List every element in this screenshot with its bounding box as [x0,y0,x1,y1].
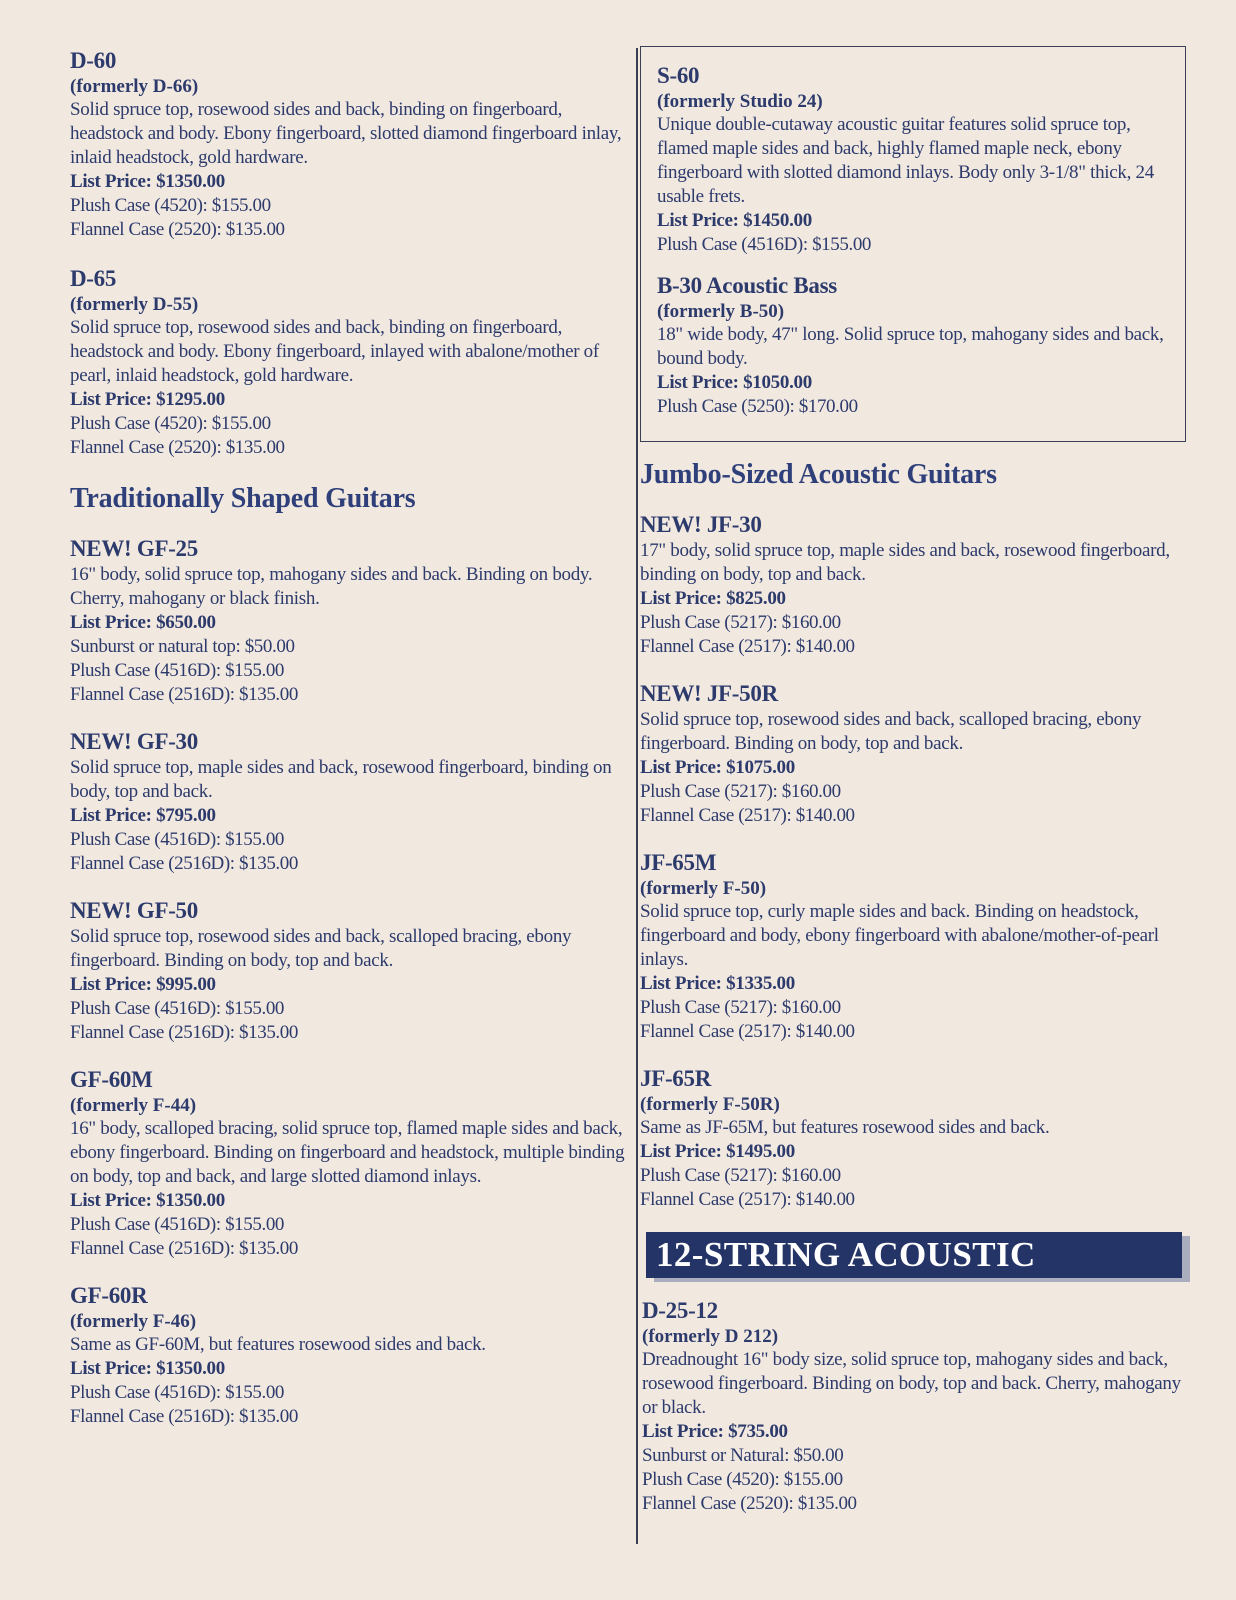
model-description: Solid spruce top, rosewood sides and back, scalloped bracing, ebony fingerboard. Binding on body, top and back. [640,709,1142,754]
option-price: Plush Case (5217): $160.00 [640,997,841,1018]
model-entry [70,896,630,1045]
list-price: List Price: $1050.00 [657,372,812,393]
model-entry [70,1281,630,1429]
jumbo-models [640,510,1197,1212]
option-price: Plush Case (4516D): $155.00 [657,234,872,255]
model-description: Same as GF-60M, but features rosewood sides and back. [70,1334,486,1355]
model-name: GF-60R [70,1283,148,1308]
option-price: Sunburst or Natural: $50.00 [642,1445,844,1466]
model-name: NEW! GF-25 [70,536,198,561]
option-price: Flannel Case (2517): $140.00 [640,805,855,826]
formerly-name: (formerly Studio 24) [657,91,823,112]
model-entry [657,271,1169,419]
formerly-name: (formerly B-50) [657,301,785,322]
section-heading-jumbo: Jumbo-Sized Acoustic Guitars [640,459,997,490]
model-description: Dreadnought 16" body size, solid spruce top, mahogany sides and back, rosewood fingerboard. Binding on body, top and back. Cherry, mahogany or black. [642,1349,1181,1418]
model-description: 17" body, solid spruce top, maple sides and back, rosewood fingerboard, binding on body, top and back. [640,540,1170,585]
model-description: 18" wide body, 47" long. Solid spruce top, mahogany sides and back, bound body. [657,324,1164,369]
model-entry [70,264,630,460]
model-name: D-60 [70,48,117,73]
model-name: GF-60M [70,1067,153,1092]
model-name: NEW! GF-30 [70,729,198,754]
twelve-string-banner: 12-STRING ACOUSTIC [646,1232,1182,1278]
list-price: List Price: $1350.00 [70,1358,225,1379]
model-description: Solid spruce top, maple sides and back, rosewood fingerboard, binding on body, top and back. [70,757,612,802]
option-price: Plush Case (4516D): $155.00 [70,660,285,681]
option-price: Plush Case (5217): $160.00 [640,1165,841,1186]
left-top-models [70,46,630,460]
model-description: Solid spruce top, rosewood sides and back, binding on fingerboard, headstock and body. Ebony fingerboard, inlayed with abalone/mother of pearl, inlaid headstock, gold hardware. [70,317,599,386]
model-entry [70,1065,630,1261]
formerly-name: (formerly D 212) [642,1326,779,1347]
model-entry [70,46,630,242]
model-name: D-65 [70,266,117,291]
model-entry [640,848,1197,1044]
option-price: Flannel Case (2517): $140.00 [640,1021,855,1042]
model-description: Same as JF-65M, but features rosewood sides and back. [640,1117,1050,1138]
model-name: S-60 [657,63,700,88]
column-divider [636,48,638,1544]
option-price: Plush Case (4516D): $155.00 [70,1214,285,1235]
option-price: Flannel Case (2520): $135.00 [70,437,285,458]
option-price: Flannel Case (2520): $135.00 [642,1493,857,1514]
formerly-name: (formerly D-66) [70,76,199,97]
model-entry [642,1296,1197,1516]
model-description: Unique double-cutaway acoustic guitar features solid spruce top, flamed maple sides and back, highly flamed maple neck, ebony fingerboard with slotted diamond inlays. Body only 3-1/8" thick, 24 usable frets. [657,114,1154,207]
list-price: List Price: $1075.00 [640,757,795,778]
list-price: List Price: $1450.00 [657,210,812,231]
traditional-models [70,534,630,1429]
boxed-models [640,46,1186,442]
list-price: List Price: $735.00 [642,1421,788,1442]
option-price: Sunburst or natural top: $50.00 [70,636,295,657]
list-price: List Price: $650.00 [70,612,216,633]
option-price: Plush Case (4516D): $155.00 [70,829,285,850]
right-column [640,46,1197,1516]
option-price: Plush Case (4520): $155.00 [70,413,271,434]
list-price: List Price: $995.00 [70,974,216,995]
list-price: List Price: $1495.00 [640,1141,795,1162]
option-price: Plush Case (5250): $170.00 [657,396,858,417]
option-price: Plush Case (5217): $160.00 [640,781,841,802]
list-price: List Price: $1350.00 [70,1190,225,1211]
option-price: Flannel Case (2516D): $135.00 [70,684,298,705]
formerly-name: (formerly F-46) [70,1311,197,1332]
model-name: D-25-12 [642,1298,718,1323]
formerly-name: (formerly D-55) [70,294,199,315]
list-price: List Price: $795.00 [70,805,216,826]
twelve-string-models [642,1296,1197,1516]
model-description: Solid spruce top, curly maple sides and back. Binding on headstock, fingerboard and body, ebony fingerboard with abalone/mother-of-pearl inlays. [640,901,1159,970]
option-price: Flannel Case (2517): $140.00 [640,636,855,657]
option-price: Flannel Case (2520): $135.00 [70,219,285,240]
model-description: Solid spruce top, rosewood sides and back, binding on fingerboard, headstock and body. Ebony fingerboard, slotted diamond fingerboard inlay, inlaid headstock, gold hardware. [70,99,622,168]
option-price: Flannel Case (2517): $140.00 [640,1189,855,1210]
option-price: Plush Case (4516D): $155.00 [70,1382,285,1403]
option-price: Plush Case (4520): $155.00 [70,195,271,216]
model-entry [70,534,630,707]
model-name: JF-65R [640,1066,712,1091]
list-price: List Price: $1295.00 [70,389,225,410]
formerly-name: (formerly F-50) [640,878,767,899]
model-name: NEW! JF-50R [640,681,778,706]
model-name: NEW! JF-30 [640,512,762,537]
option-price: Flannel Case (2516D): $135.00 [70,1406,298,1427]
model-entry [657,61,1169,257]
option-price: Plush Case (4516D): $155.00 [70,998,285,1019]
model-description: 16" body, solid spruce top, mahogany sides and back. Binding on body. Cherry, mahogany or black finish. [70,564,593,609]
list-price: List Price: $1350.00 [70,171,225,192]
model-entry [640,679,1197,828]
formerly-name: (formerly F-44) [70,1095,197,1116]
left-column [70,46,630,1449]
formerly-name: (formerly F-50R) [640,1094,780,1115]
model-name: B-30 Acoustic Bass [657,273,837,298]
model-name: NEW! GF-50 [70,898,198,923]
option-price: Plush Case (4520): $155.00 [642,1469,843,1490]
model-entry [70,727,630,876]
model-description: 16" body, scalloped bracing, solid spruce top, flamed maple sides and back, ebony fingerboard. Binding on fingerboard and headstock, multiple binding on body, top and back, and large slotted diamond inlays. [70,1118,625,1187]
option-price: Flannel Case (2516D): $135.00 [70,853,298,874]
option-price: Plush Case (5217): $160.00 [640,612,841,633]
model-name: JF-65M [640,850,717,875]
section-heading-traditional: Traditionally Shaped Guitars [70,483,416,514]
model-entry [640,1064,1197,1212]
list-price: List Price: $825.00 [640,588,786,609]
list-price: List Price: $1335.00 [640,973,795,994]
option-price: Flannel Case (2516D): $135.00 [70,1022,298,1043]
model-description: Solid spruce top, rosewood sides and back, scalloped bracing, ebony fingerboard. Binding on body, top and back. [70,926,572,971]
option-price: Flannel Case (2516D): $135.00 [70,1238,298,1259]
model-entry [640,510,1197,659]
